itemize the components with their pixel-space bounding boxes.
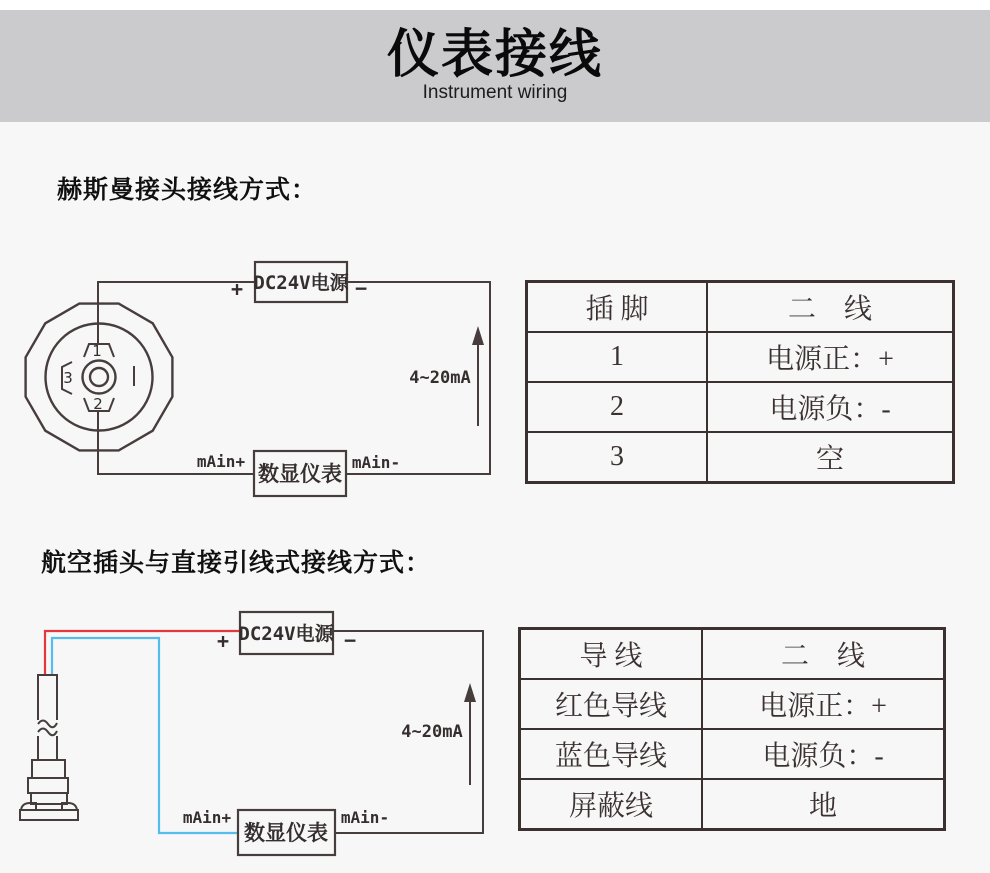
table-row [527, 332, 954, 382]
pin-cell: 1 [527, 332, 708, 382]
connector-center-outer-circle [83, 361, 116, 394]
table-header-row [527, 282, 954, 333]
current-range-label: 4~20mA [401, 722, 463, 742]
probe-base-plate [20, 810, 78, 820]
page-subtitle: Instrument wiring [422, 82, 568, 103]
wire-cell: 屏蔽线 [520, 779, 703, 830]
pin-3-label: 3 [63, 369, 73, 387]
sensor-probe [20, 675, 78, 820]
meter-in-minus-label: mAin- [351, 453, 401, 472]
meter-label: 数显仪表 [258, 462, 342, 486]
table-row [527, 382, 954, 432]
power-minus-label: − [343, 628, 357, 652]
meter-in-plus-label: mAin+ [182, 808, 232, 827]
meter-in-plus-label: mAin+ [196, 452, 246, 471]
pin-2-label: 2 [93, 395, 103, 413]
page-title: 仪表接线 [386, 26, 603, 84]
pin-cell: 2 [527, 382, 708, 432]
function-cell: 空 [707, 432, 954, 483]
function-cell: 电源负：- [707, 382, 954, 432]
aviation-wiring-diagram [20, 600, 500, 873]
pin-cell: 3 [527, 432, 708, 483]
blue-wire [52, 638, 238, 833]
function-cell: 电源正：+ [707, 332, 954, 382]
probe-body-upper [32, 760, 65, 778]
pin-wiring-table [525, 280, 955, 484]
wire-column-header: 导 线 [520, 629, 703, 680]
current-arrow [464, 683, 476, 785]
table-row [527, 432, 954, 483]
two-wire-column-header: 二 线 [702, 629, 945, 680]
wire-cell: 红色导线 [520, 679, 703, 729]
power-plus-label: + [230, 277, 244, 301]
header-band [0, 10, 990, 122]
table-row [520, 679, 945, 729]
function-cell: 地 [702, 779, 945, 830]
power-supply-label: DC24V电源 [253, 272, 349, 294]
pin-1-label: 1 [92, 342, 102, 360]
lead-wire-table [518, 627, 946, 831]
wire-cell: 蓝色导线 [520, 729, 703, 779]
power-plus-label: + [216, 629, 230, 653]
current-arrow [472, 326, 484, 426]
probe-body-lower [28, 778, 68, 793]
section-title-aviation: 航空插头与直接引线式接线方式： [41, 549, 432, 577]
current-arrowhead [464, 683, 476, 702]
section-title-hirschmann: 赫斯曼接头接线方式： [57, 176, 318, 204]
pin-column-header: 插 脚 [527, 282, 708, 333]
connector-center-inner-circle [90, 368, 108, 386]
hirschmann-wiring-diagram [20, 250, 500, 512]
current-arrowhead [472, 326, 484, 345]
function-cell: 电源负：- [702, 729, 945, 779]
power-minus-label: − [354, 276, 368, 300]
function-cell: 电源正：+ [702, 679, 945, 729]
probe-cable [38, 675, 57, 760]
meter-label: 数显仪表 [244, 821, 328, 845]
table-row [520, 779, 945, 830]
current-range-label: 4~20mA [409, 368, 471, 388]
table-row [520, 729, 945, 779]
table-header-row [520, 629, 945, 680]
top-strip [0, 0, 990, 10]
power-supply-label: DC24V电源 [238, 623, 334, 645]
two-wire-column-header: 二 线 [707, 282, 954, 333]
meter-in-minus-label: mAin- [340, 808, 390, 827]
